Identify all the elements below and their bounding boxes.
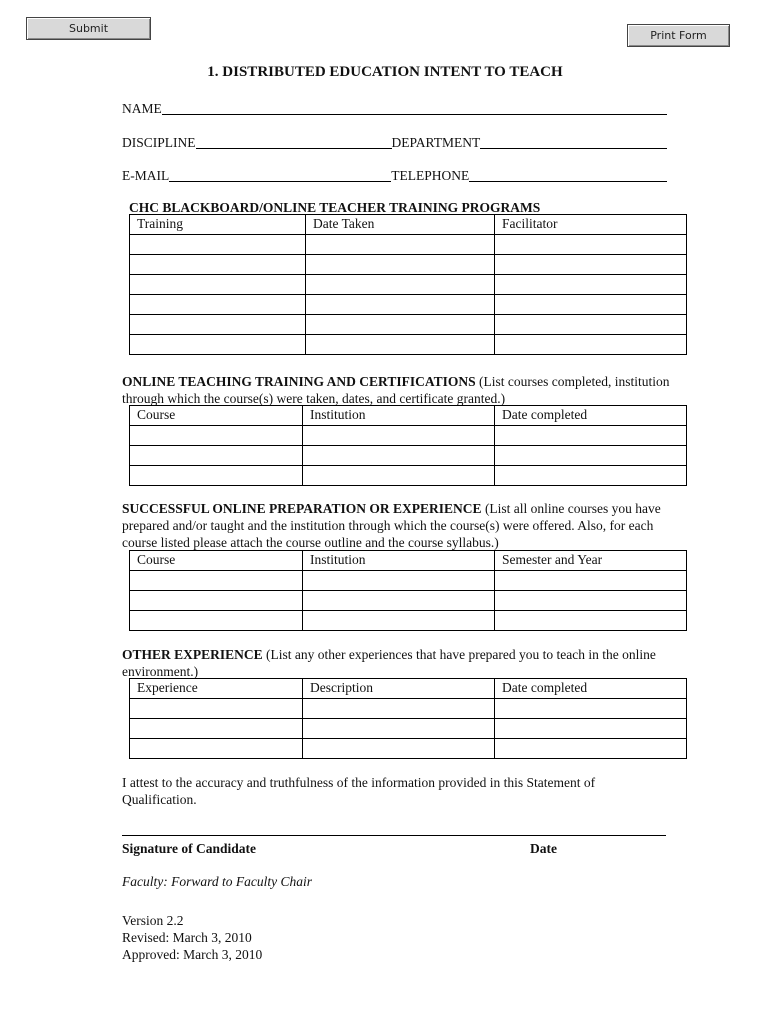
name-label: NAME (122, 101, 162, 116)
other-experience-desc: (List any other experiences that have prepared you to teach in the online environment.) (122, 647, 656, 679)
table-row (130, 255, 687, 275)
table-cell[interactable] (303, 571, 495, 591)
table-cell[interactable] (306, 235, 495, 255)
table-row (130, 719, 687, 739)
online-prep-table (129, 550, 687, 631)
table-row (130, 571, 687, 591)
table-cell[interactable] (495, 719, 687, 739)
approved-text: Approved: March 3, 2010 (122, 947, 263, 962)
header-cell: Course (130, 406, 303, 426)
discipline-row (122, 133, 667, 151)
table-cell[interactable] (130, 315, 306, 335)
table-header-row (130, 679, 687, 699)
name-row (122, 99, 667, 117)
signature-line[interactable] (122, 835, 666, 836)
header-cell: Date Taken (306, 215, 495, 235)
version-text: Version 2.2 (122, 913, 184, 928)
table-cell[interactable] (303, 611, 495, 631)
header-cell: Experience (130, 679, 303, 699)
table-cell[interactable] (130, 611, 303, 631)
header-cell: Training (130, 215, 306, 235)
other-experience-table (129, 678, 687, 759)
table-cell[interactable] (303, 466, 495, 486)
table-cell[interactable] (495, 255, 687, 275)
table-cell[interactable] (130, 255, 306, 275)
form-title: 1. DISTRIBUTED EDUCATION INTENT TO TEACH (207, 64, 563, 80)
email-field[interactable] (169, 167, 391, 182)
table-cell[interactable] (495, 446, 687, 466)
table-cell[interactable] (130, 335, 306, 355)
header-cell: Description (303, 679, 495, 699)
table-cell[interactable] (306, 255, 495, 275)
date-label: Date (530, 841, 557, 856)
chc-training-table (129, 214, 687, 355)
table-cell[interactable] (130, 275, 306, 295)
table-row (130, 466, 687, 486)
table-row (130, 699, 687, 719)
table-cell[interactable] (303, 739, 495, 759)
table-cell[interactable] (306, 335, 495, 355)
department-label: DEPARTMENT (391, 135, 481, 150)
header-cell: Institution (303, 551, 495, 571)
print-form-button[interactable]: Print Form (627, 24, 730, 47)
header-cell: Course (130, 551, 303, 571)
online-training-table (129, 405, 687, 486)
table-cell[interactable] (495, 466, 687, 486)
table-cell[interactable] (130, 699, 303, 719)
submit-button[interactable]: Submit (26, 17, 151, 40)
table-cell[interactable] (495, 699, 687, 719)
table-cell[interactable] (303, 426, 495, 446)
table-cell[interactable] (306, 295, 495, 315)
chc-heading: CHC BLACKBOARD/ONLINE TEACHER TRAINING PROGRAMS (129, 200, 541, 215)
discipline-label: DISCIPLINE (122, 135, 196, 150)
table-cell[interactable] (495, 611, 687, 631)
other-experience-heading (122, 646, 682, 680)
table-cell[interactable] (130, 426, 303, 446)
table-cell[interactable] (495, 295, 687, 315)
header-cell: Date completed (495, 406, 687, 426)
table-cell[interactable] (130, 235, 306, 255)
table-cell[interactable] (130, 571, 303, 591)
revised-text: Revised: March 3, 2010 (122, 930, 252, 945)
table-cell[interactable] (495, 335, 687, 355)
discipline-field[interactable] (196, 134, 392, 149)
table-cell[interactable] (495, 426, 687, 446)
table-cell[interactable] (495, 739, 687, 759)
online-training-heading (122, 373, 682, 407)
telephone-label: TELEPHONE (391, 168, 470, 183)
table-row (130, 611, 687, 631)
table-cell[interactable] (130, 719, 303, 739)
header-cell: Institution (303, 406, 495, 426)
forward-note: Faculty: Forward to Faculty Chair (122, 874, 312, 889)
email-row (122, 166, 667, 184)
table-row (130, 739, 687, 759)
table-cell[interactable] (495, 571, 687, 591)
table-header-row (130, 215, 687, 235)
table-cell[interactable] (303, 446, 495, 466)
table-cell[interactable] (495, 591, 687, 611)
table-row (130, 235, 687, 255)
header-cell: Date completed (495, 679, 687, 699)
table-cell[interactable] (303, 591, 495, 611)
table-cell[interactable] (130, 466, 303, 486)
table-row (130, 426, 687, 446)
header-cell: Semester and Year (495, 551, 687, 571)
other-experience-title: OTHER EXPERIENCE (122, 647, 263, 662)
attestation-text: I attest to the accuracy and truthfulness of the information provided in this Statement of Qualification. (122, 775, 596, 807)
online-prep-heading (122, 500, 682, 551)
table-cell[interactable] (306, 275, 495, 295)
table-row (130, 591, 687, 611)
table-row (130, 275, 687, 295)
email-label: E-MAIL (122, 168, 170, 183)
table-cell[interactable] (495, 275, 687, 295)
table-row (130, 295, 687, 315)
table-cell[interactable] (130, 295, 306, 315)
table-cell[interactable] (130, 739, 303, 759)
table-row (130, 315, 687, 335)
online-prep-title: SUCCESSFUL ONLINE PREPARATION OR EXPERIENCE (122, 501, 482, 516)
table-cell[interactable] (303, 699, 495, 719)
table-cell[interactable] (495, 315, 687, 335)
table-cell[interactable] (130, 591, 303, 611)
table-cell[interactable] (303, 719, 495, 739)
table-header-row (130, 551, 687, 571)
telephone-field[interactable] (469, 167, 667, 182)
table-row (130, 335, 687, 355)
table-cell[interactable] (306, 315, 495, 335)
table-cell[interactable] (130, 446, 303, 466)
signature-label: Signature of Candidate (122, 841, 257, 856)
online-training-desc: (List courses completed, institution through which the course(s) were taken, dates, and certificate granted.) (122, 374, 670, 406)
header-cell: Facilitator (495, 215, 687, 235)
online-prep-desc: (List all online courses you have prepared and/or taught and the institution through which the course(s) were offered. Also, for each course listed please attach the course outline and the course syllabus.) (122, 501, 661, 550)
table-row (130, 446, 687, 466)
online-training-title: ONLINE TEACHING TRAINING AND CERTIFICATIONS (122, 374, 476, 389)
name-field[interactable] (162, 100, 667, 115)
department-field[interactable] (480, 134, 667, 149)
table-header-row (130, 406, 687, 426)
table-cell[interactable] (495, 235, 687, 255)
